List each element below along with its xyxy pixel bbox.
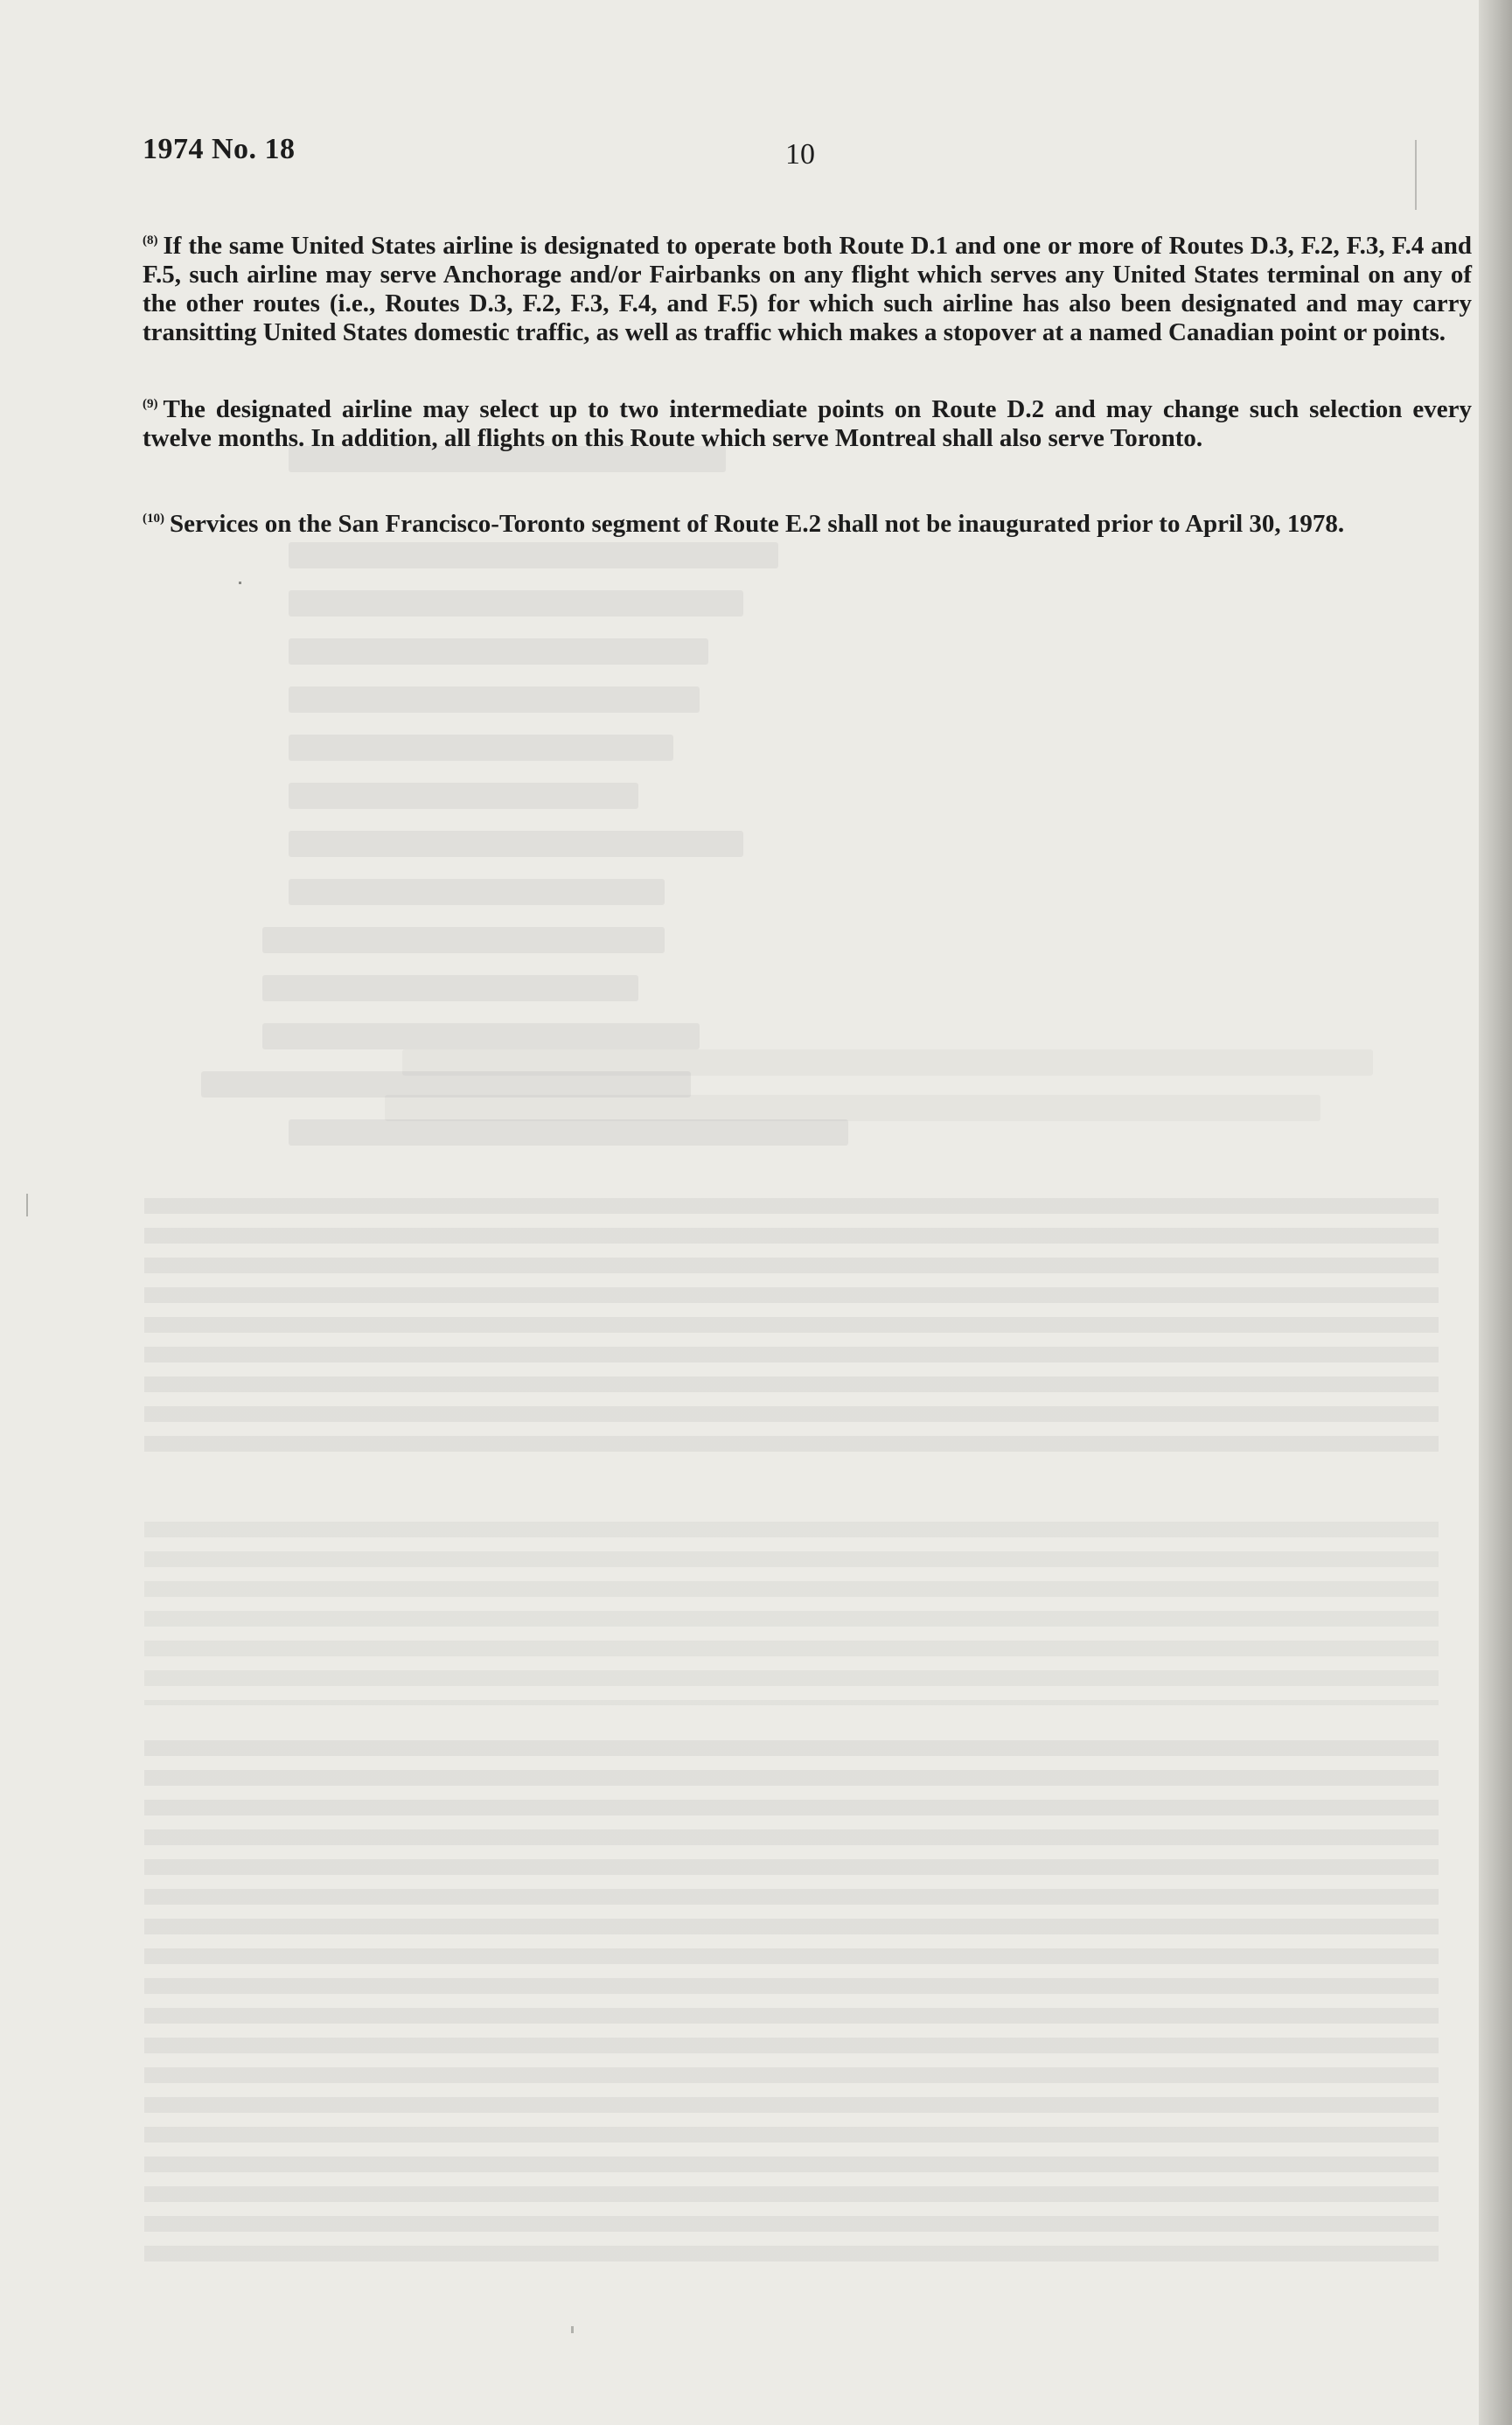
footnote-marker: (10) — [143, 512, 164, 526]
footnote-text: The designated airline may select up to two intermediate points on Route D.2 and may change such selection every twelve months. In addition, all flights on this Route which serve Montreal shall also serve Toronto. — [143, 395, 1472, 452]
footnote-marker: (9) — [143, 397, 158, 411]
footnote-text: If the same United States airline is designated to operate both Route D.1 and one or more of Routes D.3, F.2, F.3, F.4 and F.5, such airline may serve Anchorage and/or Fairbanks on any flight which serves any United States terminal on any of the other routes (i.e., Routes D.3, F.2, F.3, F.4, and F.5) for which such airline has also been designated and may carry transitting United States domestic traffic, as well as traffic which makes a stopover at a named Canadian point or points. — [143, 232, 1472, 346]
page-edge-shadow — [1479, 0, 1512, 2425]
footnote-10 — [143, 505, 1481, 539]
statute-reference: 1974 No. 18 — [143, 133, 296, 165]
footnote-text: Services on the San Francisco-Toronto segment of Route E.2 shall not be inaugurated prior to April 30, 1978. — [170, 510, 1345, 538]
footnote-8 — [143, 226, 1472, 347]
footnote-marker: (8) — [143, 233, 158, 247]
page-number: 10 — [785, 138, 815, 171]
footnote-9 — [143, 390, 1472, 453]
